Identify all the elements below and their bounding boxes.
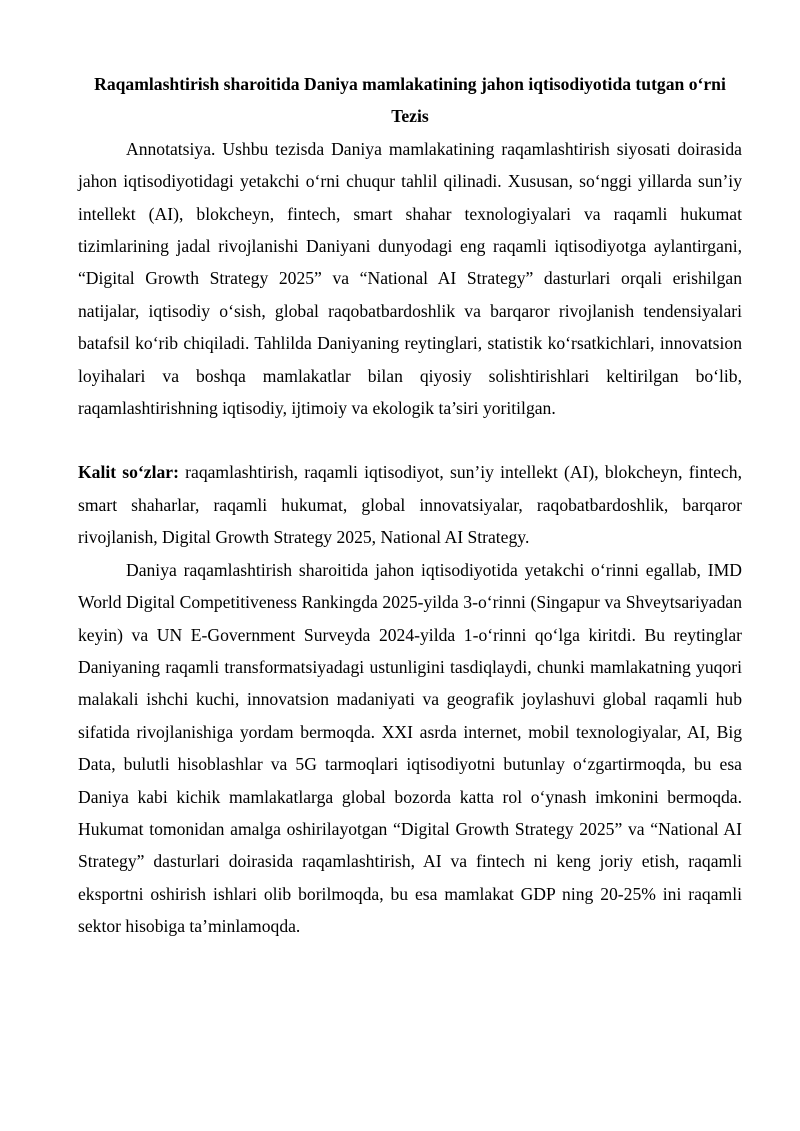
- keywords-paragraph: [78, 456, 742, 553]
- document-title: Raqamlashtirish sharoitida Daniya mamlakatining jahon iqtisodiyotida tutgan o‘rni: [94, 74, 726, 94]
- document-subtitle: Tezis: [391, 106, 429, 127]
- keywords-text: raqamlashtirish, raqamli iqtisodiyot, sun’iy intellekt (AI), blokcheyn, fintech, smart shaharlar, raqamli hukumat, global innovatsiyalar, raqobatbardoshlik, barqaror rivojlanish, Digital Growth Strategy 2025, National AI Strategy.: [78, 462, 742, 548]
- body-paragraph: Daniya raqamlashtirish sharoitida jahon iqtisodiyotida yetakchi o‘rinni egallab, IMD World Digital Competitiveness Rankingda 2025-yilda 3-o‘rinni (Singapur va Shveytsariyadan keyin) va UN E-Government Surveyda 2024-yilda 1-o‘rinni qo‘lga kiritdi. Bu reytinglar Daniyaning raqamli transformatsiyadagi ustunligini tasdiqlaydi, chunki mamlakatning yuqori malakali ishchi kuchi, innovatsion madaniyati va geografik joylashuvi global raqamli hub sifatida rivojlanishiga yordam bermoqda. XXI asrda internet, mobil texnologiyalar, AI, Big Data, bulutli hisoblashlar va 5G tarmoqlari iqtisodiyotni butunlay o‘zgartirmoqda, bu esa Daniya kabi kichik mamlakatlarga global bozorda katta rol o‘ynash imkonini bermoqda. Hukumat tomonidan amalga oshirilayotgan “Digital Growth Strategy 2025” va “National AI Strategy” dasturlari doirasida raqamlashtirish, AI va fintech ni keng joriy etish, raqamli eksportni oshirish ishlari olib borilmoqda, bu esa mamlakat GDP ning 20-25% ini raqamli sektor hisobiga ta’minlamoqda.: [78, 559, 742, 937]
- annotation-paragraph: Annotatsiya. Ushbu tezisda Daniya mamlakatining raqamlashtirish siyosati doirasida jahon iqtisodiyotidagi yetakchi o‘rni chuqur tahlil qilinadi. Xususan, so‘nggi yillarda sun’iy intellekt (AI), blokcheyn, fintech, smart shahar texnologiyalari va raqamli hukumat tizimlarining jadal rivojlanishi Daniyani dunyodagi eng raqamli iqtisodiyotga aylantirgani, “Digital Growth Strategy 2025” va “National AI Strategy” dasturlari orqali erishilgan natijalar, iqtisodiy o‘sish, global raqobatbardoshlik va barqaror rivojlanish tendensiyalari batafsil ko‘rib chiqiladi. Tahlilda Daniyaning reytinglari, statistik ko‘rsatkichlari, innovatsion loyihalari va boshqa mamlakatlar bilan qiyosiy solishtirishlari keltirilgan bo‘lib, raqamlashtirishning iqtisodiy, ijtimoiy va ekologik ta’siri yoritilgan.: [78, 138, 742, 419]
- document-page: [78, 68, 742, 943]
- keywords-label: Kalit so‘zlar:: [78, 462, 179, 483]
